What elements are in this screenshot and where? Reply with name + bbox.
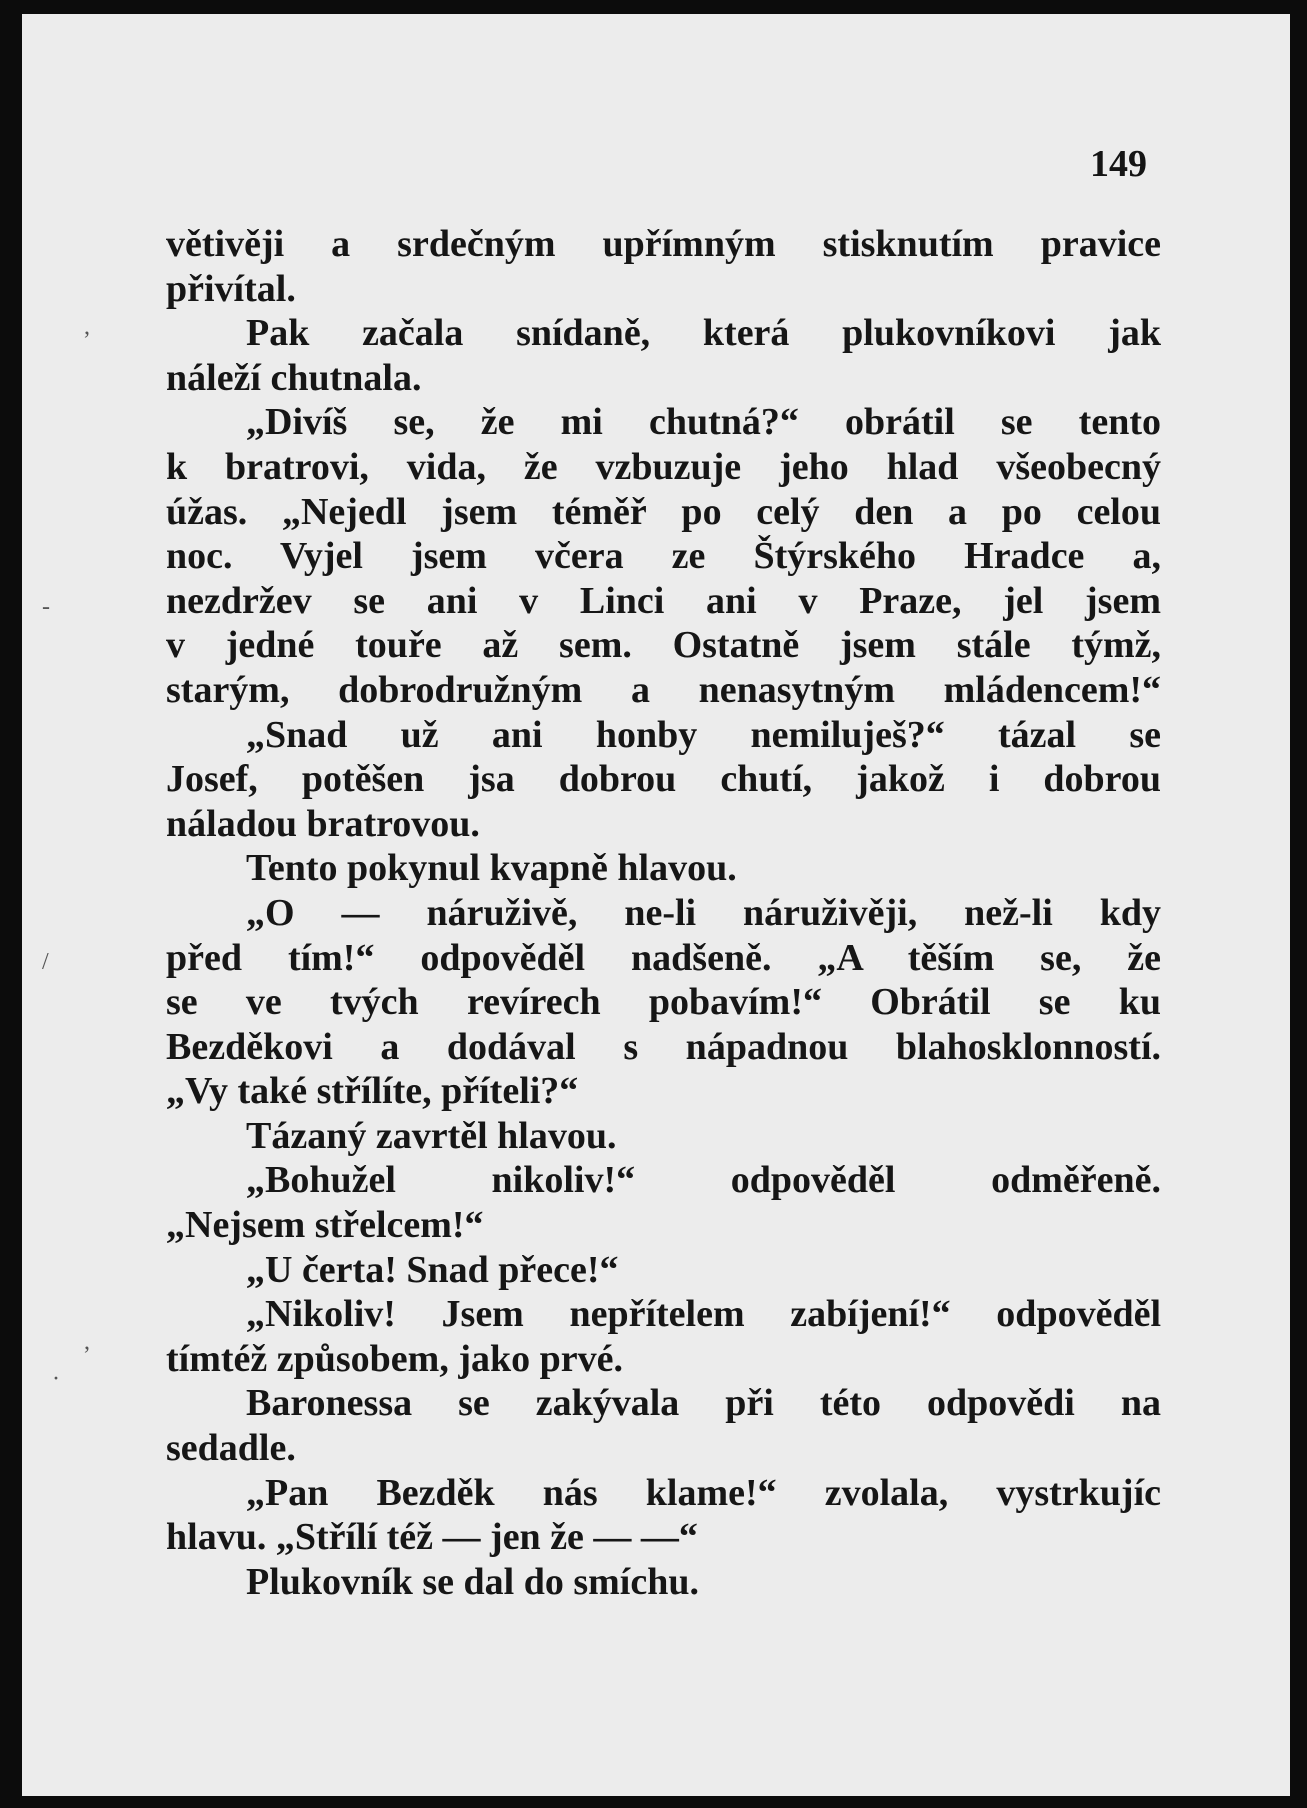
text-line: „Pan Bezděk nás klame!“ zvolala, vystrkujíc — [246, 1471, 1161, 1514]
text-line: starým, dobrodružným a nenasytným mládencem!“ — [166, 668, 1161, 711]
text-line: úžas. „Nejedl jsem téměř po celý den a po celou — [166, 490, 1161, 533]
scan-speck: / — [42, 949, 49, 975]
body-text — [166, 222, 1161, 1604]
text-line: Tento pokynul kvapně hlavou. — [246, 847, 737, 890]
text-line: „Nejsem střelcem!“ — [166, 1204, 484, 1247]
text-line: „Vy také střílíte, příteli?“ — [166, 1070, 579, 1113]
text-line: noc. Vyjel jsem včera ze Štýrského Hradce a, — [166, 535, 1161, 578]
text-line: větivěji a srdečným upřímným stisknutím pravice — [166, 223, 1161, 265]
text-line: Plukovník se dal do smíchu. — [246, 1560, 699, 1603]
text-line: Pak začala snídaně, která plukovníkovi jak — [246, 312, 1161, 355]
text-line: náladou bratrovou. — [166, 802, 480, 845]
text-line: „Nikoliv! Jsem nepřítelem zabíjení!“ odpověděl — [246, 1293, 1161, 1336]
scan-speck: - — [42, 594, 50, 620]
text-line: náleží chutnala. — [166, 356, 422, 399]
text-line: Tázaný zavrtěl hlavou. — [246, 1114, 617, 1157]
scan-speck: · — [52, 1366, 60, 1392]
text-line: hlavu. „Střílí též — jen že — —“ — [166, 1516, 698, 1559]
text-line: nezdržev se ani v Linci ani v Praze, jel jsem — [166, 579, 1161, 622]
text-line: přivítal. — [166, 267, 296, 310]
text-line: k bratrovi, vida, že vzbuzuje jeho hlad všeobecný — [166, 445, 1161, 488]
text-line: Josef, potěšen jsa dobrou chutí, jakož i dobrou — [166, 758, 1161, 801]
text-line: v jedné touře až sem. Ostatně jsem stále týmž, — [166, 624, 1161, 667]
text-line: se ve tvých revírech pobavím!“ Obrátil se ku — [166, 981, 1161, 1024]
page-number: 149 — [1090, 143, 1147, 185]
text-line: „O — náruživě, ne-li náruživěji, než-li kdy — [246, 891, 1161, 934]
book-page — [22, 14, 1290, 1796]
text-line: tímtéž způsobem, jako prvé. — [166, 1337, 623, 1380]
text-line: Bezděkovi a dodával s nápadnou blahosklonností. — [166, 1025, 1161, 1068]
scan-speck: , — [84, 1329, 90, 1355]
text-line: „U čerta! Snad přece!“ — [246, 1248, 619, 1291]
text-line: „Snad už ani honby nemiluješ?“ tázal se — [246, 713, 1161, 756]
text-line: před tím!“ odpověděl nadšeně. „A těším se, že — [166, 936, 1161, 979]
text-line: „Bohužel nikoliv!“ odpověděl odměřeně. — [246, 1159, 1161, 1202]
scan-speck: , — [84, 314, 90, 340]
text-line: Baronessa se zakývala při této odpovědi na — [246, 1382, 1161, 1425]
text-line: sedadle. — [166, 1427, 296, 1470]
text-line: „Divíš se, že mi chutná?“ obrátil se tento — [246, 401, 1161, 444]
